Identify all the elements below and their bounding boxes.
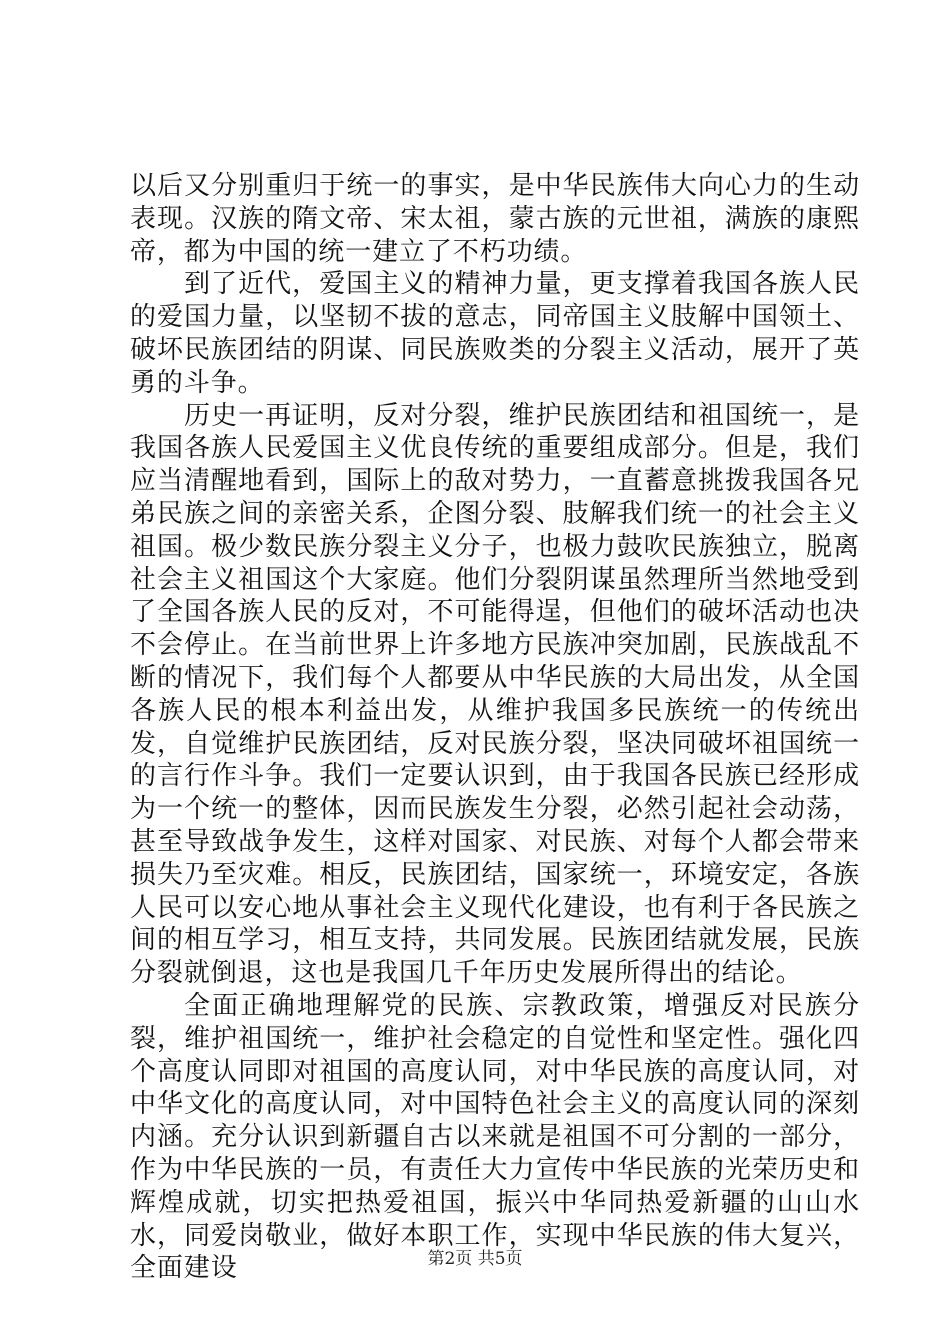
paragraph-history-proof: 历史一再证明，反对分裂，维护民族团结和祖国统一，是我国各族人民爱国主义优良传统的重要组成部分。但是，我们应当清醒地看到，国际上的敌对势力，一直蓄意挑拨我国各兄弟民族之间的亲密关系，企图分裂、肢解我们统一的社会主义祖国。极少数民族分裂主义分子，也极力鼓吹民族独立，脱离社会主义祖国这个大家庭。他们分裂阴谋虽然理所当然地受到了全国各族人民的反对，不可能得逞，但他们的破坏活动也决不会停止。在当前世界上许多地方民族冲突加剧，民族战乱不断的情况下，我们每个人都要从中华民族的大局出发，从全国各族人民的根本利益出发，从维护我国多民族统一的传统出发，自觉维护民族团结，反对民族分裂，坚决同破坏祖国统一的言行作斗争。我们一定要认识到，由于我国各民族已经形成为一个统一的整体，因而民族发生分裂，必然引起社会动荡，甚至导致战争发生，这样对国家、对民族、对每个人都会带来损失乃至灾难。相反，民族团结，国家统一，环境安定，各族人民可以安心地从事社会主义现代化建设，也有利于各民族之间的相互学习，相互支持，共同发展。民族团结就发展，民族分裂就倒退，这也是我国几千年历史发展所得出的结论。 — [130, 400, 860, 989]
document-body — [130, 170, 860, 1285]
paragraph-policy-understanding: 全面正确地理解党的民族、宗教政策，增强反对民族分裂，维护祖国统一，维护社会稳定的自觉性和坚定性。强化四个高度认同即对祖国的高度认同，对中华民族的高度认同，对中华文化的高度认同，对中国特色社会主义的高度认同的深刻内涵。充分认识到新疆自古以来就是祖国不可分割的一部分，作为中华民族的一员，有责任大力宣传中华民族的光荣历史和辉煌成就，切实把热爱祖国，振兴中华同热爱新疆的山山水水，同爱岗敬业，做好本职工作，实现中华民族的伟大复兴，全面建设 — [130, 990, 860, 1284]
page-footer — [0, 1244, 950, 1269]
paragraph-continuation: 以后又分别重归于统一的事实，是中华民族伟大向心力的生动表现。汉族的隋文帝、宋太祖，蒙古族的元世祖，满族的康熙帝，都为中国的统一建立了不朽功绩。 — [130, 171, 860, 267]
paragraph-modern-era: 到了近代，爱国主义的精神力量，更支撑着我国各族人民的爱国力量，以坚韧不拔的意志，同帝国主义肢解中国领土、破坏民族团结的阴谋、同民族败类的分裂主义活动，展开了英勇的斗争。 — [130, 269, 860, 398]
page-number-label: 第2页 共5页 — [427, 1249, 523, 1269]
